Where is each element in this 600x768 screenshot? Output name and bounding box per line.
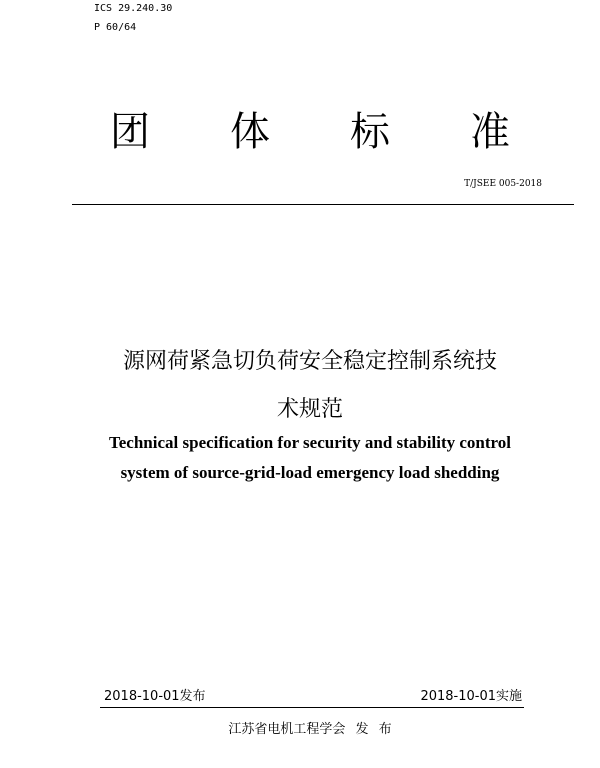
standard-type-title [110, 108, 510, 156]
ics-code: ICS 29.240.30 [94, 3, 173, 14]
issue-date: 2018-10-01发布 [104, 689, 206, 704]
title-char: 准 [470, 109, 510, 155]
english-title [60, 428, 560, 488]
title-char: 团 [110, 109, 150, 155]
header-divider [72, 204, 574, 205]
footer-divider [100, 707, 524, 708]
implementation-date: 2018-10-01实施 [420, 689, 522, 704]
chinese-title [60, 338, 560, 434]
english-title-line-1: Technical specification for security and stability control [108, 433, 511, 452]
title-char: 标 [350, 109, 390, 155]
english-title-line-2: system of source-grid-load emergency load shedding [120, 463, 500, 482]
chinese-title-line-2: 术规范 [276, 397, 343, 422]
publisher: 江苏省电机工程学会 发 布 [228, 722, 392, 737]
title-char: 体 [230, 109, 270, 155]
standard-number: T/JSEE 005-2018 [464, 179, 542, 189]
chinese-title-line-1: 源网荷紧急切负荷安全稳定控制系统技 [122, 349, 497, 374]
classification-code: P 60/64 [94, 22, 137, 33]
